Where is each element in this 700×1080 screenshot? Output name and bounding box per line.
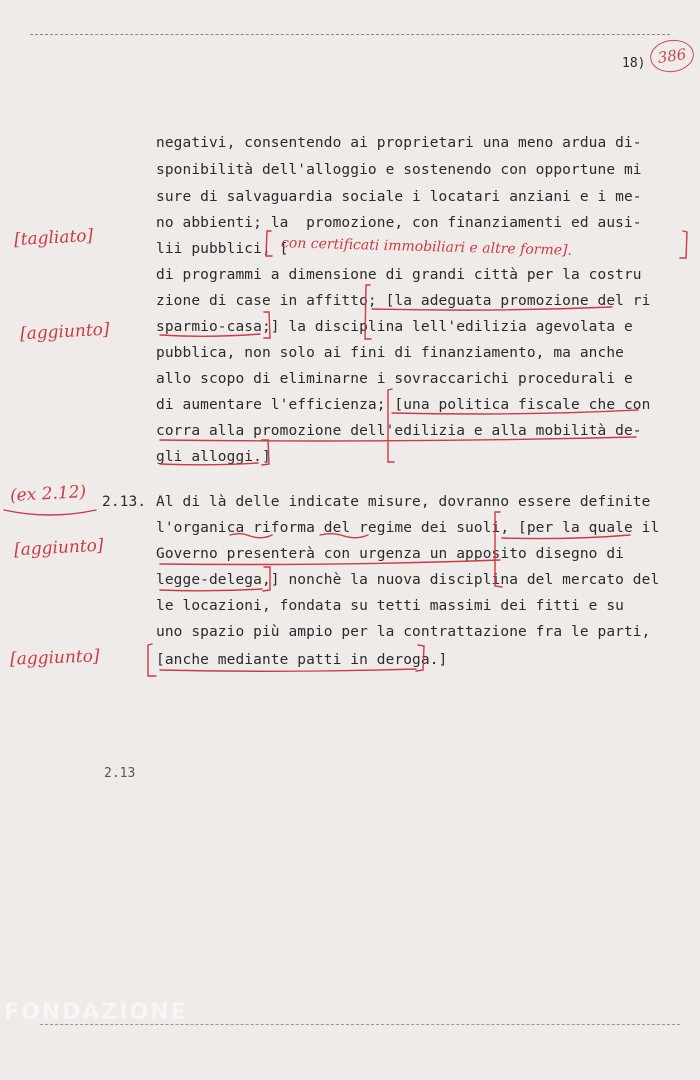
archive-number-stamp: 386 bbox=[648, 37, 696, 75]
inline-cut-bracket-right bbox=[680, 231, 687, 258]
body-line: di aumentare l'efficienza; [una politica fiscale che con bbox=[156, 397, 651, 413]
section-line: [anche mediante patti in deroga.] bbox=[156, 652, 448, 668]
section-line: l'organica riforma del regime dei suoli, [per la quale il bbox=[156, 520, 660, 536]
body-line: corra alla promozione dell'edilizia e alla mobilità de- bbox=[156, 423, 642, 439]
body-line: di programmi a dimensione di grandi città per la costru bbox=[156, 267, 642, 283]
body-line: sparmio-casa;] la disciplina lell'edilizia agevolata e bbox=[156, 319, 633, 335]
margin-note-added: [aggiunto] bbox=[9, 646, 100, 670]
margin-note-added: [aggiunto] bbox=[13, 535, 105, 561]
body-line: zione di case in affitto; [la adeguata promozione del ri bbox=[156, 293, 651, 309]
inline-cut-annotation: con certificati immobiliari e altre forme]. bbox=[280, 235, 573, 259]
archive-watermark: FONDAZIONE bbox=[4, 1000, 188, 1025]
page-number: 18) bbox=[622, 56, 646, 71]
top-rule bbox=[30, 34, 670, 35]
added-underline bbox=[160, 669, 416, 671]
added-bracket-open bbox=[148, 644, 156, 676]
body-line: no abbienti; la promozione, con finanziamenti ed ausi- bbox=[156, 215, 642, 231]
ex-parenthesis-tail bbox=[4, 510, 96, 515]
body-line: negativi, consentendo ai proprietari una meno ardua di- bbox=[156, 135, 642, 151]
body-line: lii pubblici, [ bbox=[156, 241, 289, 257]
stray-typed-mark: 2.13 bbox=[104, 766, 136, 781]
section-line: Al di là delle indicate misure, dovranno essere definite bbox=[156, 494, 651, 510]
added-underline bbox=[160, 589, 262, 591]
body-line: allo scopo di eliminarne i sovraccarichi procedurali e bbox=[156, 371, 633, 387]
margin-note-cut: [tagliato] bbox=[13, 225, 94, 251]
section-line: le locazioni, fondata su tetti massimi dei fitti e su bbox=[156, 598, 624, 614]
section-number: 2.13. bbox=[102, 494, 147, 510]
body-line: sponibilità dell'alloggio e sostenendo con opportune mi bbox=[156, 162, 642, 178]
margin-note-ex: (ex 2.12) bbox=[9, 482, 87, 506]
section-line: legge-delega,] nonchè la nuova disciplina del mercato del bbox=[156, 572, 660, 588]
body-line: pubblica, non solo ai fini di finanziamento, ma anche bbox=[156, 345, 624, 361]
section-line: Governo presenterà con urgenza un apposito disegno di bbox=[156, 546, 624, 562]
margin-note-added: [aggiunto] bbox=[19, 319, 111, 345]
body-line: gli alloggi.] bbox=[156, 449, 271, 465]
section-line: uno spazio più ampio per la contrattazione fra le parti, bbox=[156, 624, 651, 640]
body-line: sure di salvaguardia sociale i locatari anziani e i me- bbox=[156, 189, 642, 205]
